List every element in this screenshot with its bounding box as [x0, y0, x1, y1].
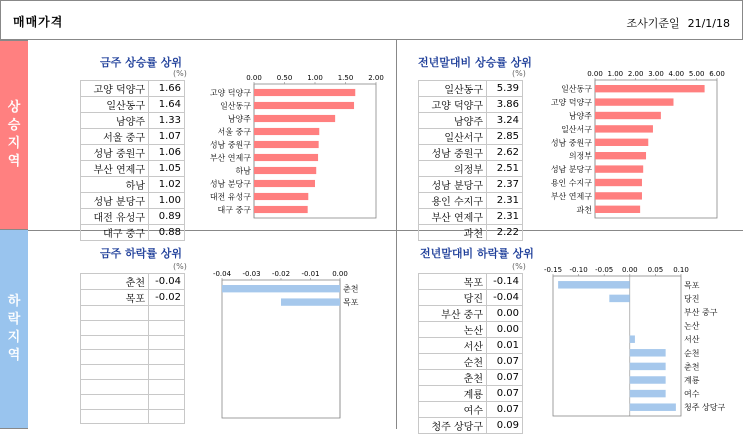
empty-cell [149, 350, 185, 365]
tick-label: 0.05 [647, 266, 664, 274]
category-label: 남양주 [568, 111, 592, 121]
table-row [419, 274, 523, 290]
empty-cell [81, 306, 149, 321]
panel-title-weekly-rise: 금주 상승률 상위 [100, 56, 183, 69]
survey-date [618, 15, 730, 31]
bar [630, 349, 666, 356]
change-value: 1.00 [149, 193, 185, 209]
bar [595, 192, 642, 199]
region-name: 성남 분당구 [81, 193, 149, 209]
table-row [419, 161, 523, 177]
unit-label: (%) [173, 262, 187, 271]
region-name: 일산서구 [419, 129, 487, 145]
region-name: 용인 수지구 [419, 193, 487, 209]
category-label: 일산서구 [561, 124, 592, 134]
category-label: 대구 중구 [217, 205, 251, 215]
region-name: 서울 중구 [81, 129, 149, 145]
header-bar [0, 0, 743, 40]
tick-label: 1.00 [307, 74, 323, 82]
region-name: 부산 연제구 [419, 209, 487, 225]
panel-title-weekly-fall: 금주 하락률 상위 [100, 247, 183, 260]
bar [254, 89, 355, 96]
change-value: 2.31 [487, 209, 523, 225]
category-label: 남양주 [227, 114, 251, 124]
bar [254, 180, 315, 187]
table-row [81, 193, 185, 209]
category-label: 대전 유성구 [209, 192, 251, 202]
ytd-rise-table [418, 80, 523, 241]
table-row [81, 350, 185, 365]
change-value: 2.62 [487, 145, 523, 161]
bar [281, 298, 340, 305]
category-label: 청주 상당구 [684, 403, 726, 413]
panel-divider-top [396, 40, 397, 230]
change-value: 0.00 [487, 322, 523, 338]
table-row [419, 306, 523, 322]
change-value: 1.64 [149, 97, 185, 113]
change-value: 0.07 [487, 386, 523, 402]
bar [595, 179, 642, 186]
table-row [81, 379, 185, 394]
panel-title-ytd-rise: 전년말대비 상승률 상위 [418, 56, 532, 69]
change-value: 1.07 [149, 129, 185, 145]
tick-label: -0.15 [543, 266, 563, 274]
table-row [81, 320, 185, 335]
bar [630, 403, 676, 410]
category-label: 용인 수지구 [550, 178, 592, 188]
category-label: 성남 분당구 [209, 179, 251, 189]
table-row [419, 225, 523, 241]
category-label: 하남 [235, 166, 251, 176]
category-label: 당진 [684, 294, 700, 304]
tick-label: 2.00 [368, 74, 384, 82]
change-value: 5.39 [487, 81, 523, 97]
region-name: 여수 [419, 402, 487, 418]
change-value: 2.37 [487, 177, 523, 193]
unit-label: (%) [173, 69, 187, 78]
bar [254, 128, 319, 135]
empty-cell [149, 379, 185, 394]
tick-label: 0.00 [622, 266, 638, 274]
tick-label: -0.03 [242, 270, 261, 278]
change-value: 0.89 [149, 209, 185, 225]
change-value: 2.51 [487, 161, 523, 177]
region-name: 대구 중구 [81, 225, 149, 241]
ytd-fall-chart [533, 262, 743, 422]
tick-label: 1.50 [337, 74, 354, 82]
region-name: 일산동구 [419, 81, 487, 97]
tick-label: 2.00 [627, 70, 644, 78]
table-row [419, 322, 523, 338]
table-row [419, 113, 523, 129]
rise-region-label: 상승지역 [0, 40, 28, 230]
region-name: 대전 유성구 [81, 209, 149, 225]
bar [595, 85, 705, 92]
empty-cell [81, 379, 149, 394]
ytd-rise-chart [533, 66, 738, 220]
category-label: 순천 [684, 348, 700, 358]
change-value: 1.05 [149, 161, 185, 177]
region-name: 춘천 [81, 274, 149, 290]
empty-cell [149, 335, 185, 350]
empty-cell [81, 365, 149, 380]
region-name: 순천 [419, 354, 487, 370]
change-value: 2.22 [487, 225, 523, 241]
change-value: 0.88 [149, 225, 185, 241]
bar [254, 115, 335, 122]
tick-label: 5.00 [688, 70, 705, 78]
category-label: 서울 중구 [217, 127, 251, 137]
region-name: 남양주 [81, 113, 149, 129]
change-value: 0.00 [487, 306, 523, 322]
category-label: 일산동구 [220, 101, 251, 111]
category-label: 과천 [576, 205, 592, 215]
bar [222, 285, 340, 292]
region-name: 논산 [419, 322, 487, 338]
region-name: 고양 덕양구 [419, 97, 487, 113]
bar [254, 193, 308, 200]
tick-label: 0.00 [246, 74, 262, 82]
category-label: 춘천 [343, 284, 359, 294]
table-row [81, 409, 185, 424]
table-row [419, 402, 523, 418]
empty-cell [81, 394, 149, 409]
region-name: 계룡 [419, 386, 487, 402]
weekly-rise-table [80, 80, 185, 241]
table-row [81, 306, 185, 321]
empty-cell [81, 320, 149, 335]
change-value: 0.07 [487, 370, 523, 386]
region-name: 일산동구 [81, 97, 149, 113]
tick-label: 4.00 [668, 70, 685, 78]
table-row [419, 209, 523, 225]
table-row [419, 129, 523, 145]
change-value: 3.86 [487, 97, 523, 113]
category-label: 의정부 [568, 151, 592, 161]
tick-label: 0.50 [276, 74, 293, 82]
table-row [419, 370, 523, 386]
change-value: 0.07 [487, 402, 523, 418]
table-row [81, 394, 185, 409]
category-label: 목포 [684, 280, 700, 290]
table-row [419, 177, 523, 193]
change-value: 1.33 [149, 113, 185, 129]
region-name: 부산 연제구 [81, 161, 149, 177]
table-row [81, 81, 185, 97]
category-label: 부산 연제구 [209, 153, 251, 163]
empty-cell [149, 394, 185, 409]
weekly-rise-chart [196, 70, 392, 220]
table-row [81, 161, 185, 177]
table-row [419, 290, 523, 306]
change-value: -0.14 [487, 274, 523, 290]
category-label: 고양 덕양구 [550, 98, 592, 108]
table-row [419, 81, 523, 97]
bar [254, 167, 316, 174]
change-value: -0.04 [149, 274, 185, 290]
table-row [81, 209, 185, 225]
region-name: 성남 중원구 [81, 145, 149, 161]
tick-label: -0.10 [569, 266, 588, 274]
region-name: 춘천 [419, 370, 487, 386]
change-value: -0.02 [149, 290, 185, 306]
bar [630, 376, 666, 383]
table-row [81, 274, 185, 290]
bar [595, 98, 673, 105]
region-name: 성남 분당구 [419, 177, 487, 193]
empty-cell [81, 409, 149, 424]
ytd-fall-table [418, 273, 523, 434]
change-value: 1.02 [149, 177, 185, 193]
category-label: 논산 [684, 321, 700, 331]
region-name: 하남 [81, 177, 149, 193]
panel-divider-bottom [396, 230, 397, 429]
category-label: 성남 중원구 [550, 138, 592, 148]
table-row [81, 177, 185, 193]
category-label: 성남 분당구 [550, 165, 592, 175]
bar [630, 335, 635, 342]
unit-label: (%) [512, 262, 526, 271]
table-row [419, 193, 523, 209]
change-value: 2.85 [487, 129, 523, 145]
empty-cell [81, 350, 149, 365]
bar [254, 102, 354, 109]
region-name: 당진 [419, 290, 487, 306]
bar [630, 363, 666, 370]
survey-date-value: 21/1/18 [687, 17, 730, 30]
table-row [81, 113, 185, 129]
bar [595, 165, 643, 172]
tick-label: 6.00 [709, 70, 725, 78]
category-label: 성남 중원구 [209, 140, 251, 150]
empty-cell [149, 320, 185, 335]
bar [254, 141, 319, 148]
tick-label: -0.04 [212, 270, 232, 278]
region-name: 의정부 [419, 161, 487, 177]
empty-cell [149, 409, 185, 424]
region-name: 목포 [419, 274, 487, 290]
region-name: 고양 덕양구 [81, 81, 149, 97]
bar [595, 152, 646, 159]
tick-label: 3.00 [648, 70, 664, 78]
empty-cell [149, 306, 185, 321]
region-name: 성남 중원구 [419, 145, 487, 161]
bar [254, 206, 308, 213]
table-row [419, 418, 523, 434]
bar [595, 139, 648, 146]
table-row [419, 354, 523, 370]
page-title: 매매가격 [13, 15, 64, 29]
region-name: 과천 [419, 225, 487, 241]
unit-label: (%) [512, 69, 526, 78]
category-label: 춘천 [684, 362, 700, 372]
table-row [81, 335, 185, 350]
category-label: 계룡 [684, 376, 700, 385]
empty-cell [149, 365, 185, 380]
change-value: 0.01 [487, 338, 523, 354]
change-value: -0.04 [487, 290, 523, 306]
bar [558, 281, 630, 288]
category-label: 부산 중구 [684, 308, 718, 317]
tick-label: 0.00 [332, 270, 348, 278]
bar [609, 295, 629, 302]
bar [595, 112, 661, 119]
change-value: 1.06 [149, 145, 185, 161]
bar [630, 390, 666, 397]
change-value: 3.24 [487, 113, 523, 129]
tick-label: -0.02 [271, 270, 291, 278]
change-value: 0.07 [487, 354, 523, 370]
category-label: 고양 덕양구 [209, 88, 251, 98]
category-label: 서산 [684, 335, 700, 345]
bar [254, 154, 318, 161]
region-name: 목포 [81, 290, 149, 306]
table-row [419, 338, 523, 354]
panel-title-ytd-fall: 전년말대비 하락률 상위 [420, 247, 534, 260]
tick-label: 1.00 [607, 70, 624, 78]
region-name: 부산 중구 [419, 306, 487, 322]
category-label: 목포 [343, 298, 359, 308]
change-value: 2.31 [487, 193, 523, 209]
table-row [81, 290, 185, 306]
survey-date-label: 조사기준일 [626, 17, 680, 30]
table-row [419, 145, 523, 161]
weekly-fall-table [80, 273, 185, 424]
region-name: 청주 상당구 [419, 418, 487, 434]
region-name: 남양주 [419, 113, 487, 129]
weekly-fall-chart [196, 266, 392, 420]
empty-cell [81, 335, 149, 350]
table-row [419, 97, 523, 113]
region-name: 서산 [419, 338, 487, 354]
category-label: 일산동구 [561, 84, 592, 94]
fall-region-label: 하락지역 [0, 230, 28, 429]
table-row [81, 97, 185, 113]
tick-label: 0.00 [587, 70, 603, 78]
category-label: 부산 연제구 [550, 191, 592, 201]
category-label: 여수 [684, 389, 700, 399]
table-row [419, 386, 523, 402]
table-row [81, 145, 185, 161]
change-value: 0.09 [487, 418, 523, 434]
change-value: 1.66 [149, 81, 185, 97]
bar [595, 125, 653, 132]
tick-label: -0.05 [595, 266, 614, 274]
table-row [81, 225, 185, 241]
tick-label: 0.10 [673, 266, 689, 274]
table-row [81, 129, 185, 145]
tick-label: -0.01 [301, 270, 320, 278]
bar [595, 206, 640, 213]
table-row [81, 365, 185, 380]
